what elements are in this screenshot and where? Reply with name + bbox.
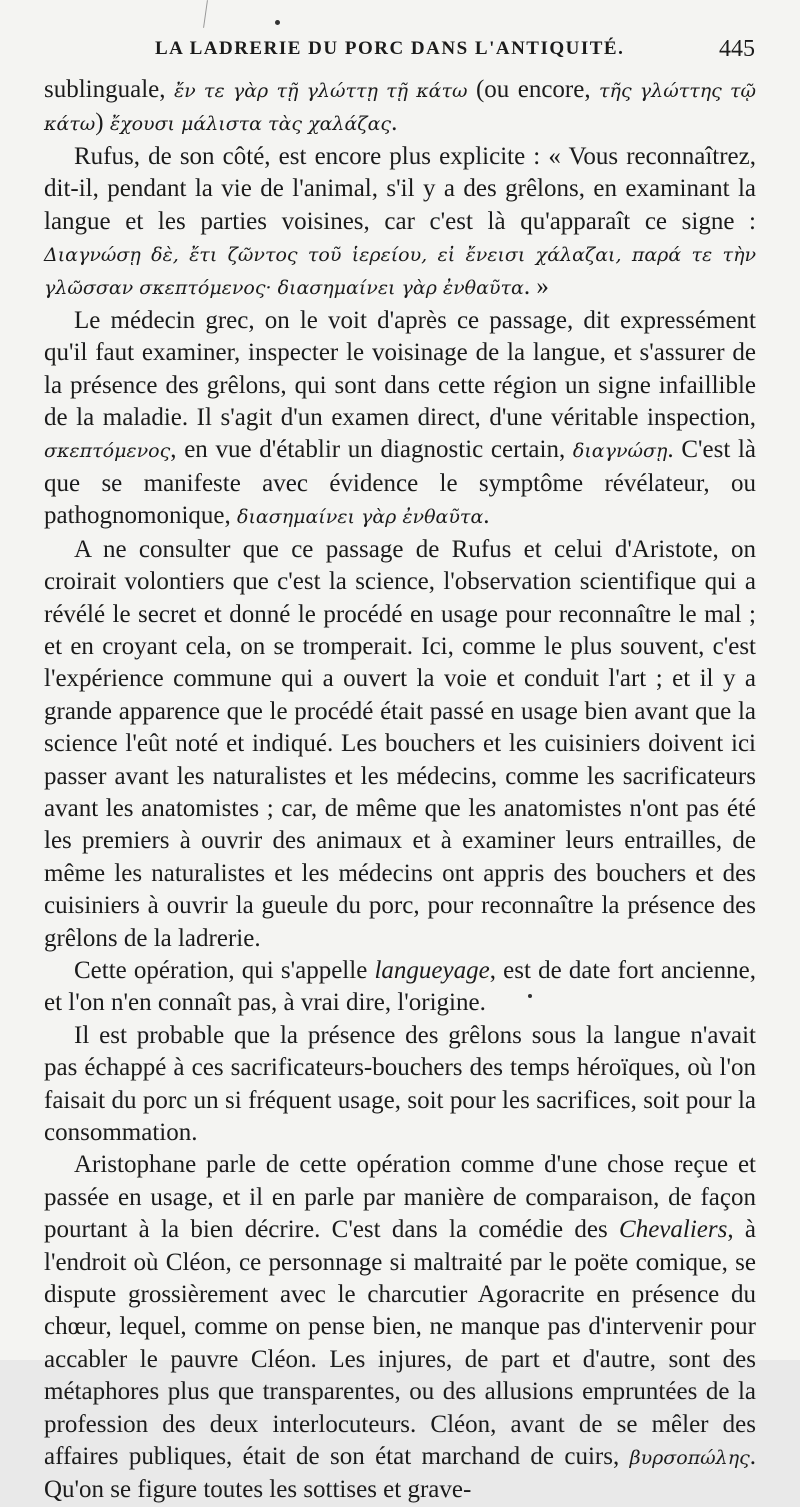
page-header [155, 36, 755, 66]
paragraph [44, 1020, 756, 1150]
text-run: , à l'endroit où Cléon, ce personnage si maltraité par le poëte comique, se dispute grossièrement avec le charcutier Agoracrite en présence du chœur, lequel, comme on pense bien, ne manque pas d'intervenir pour accabler le pauvre Cléon. Les injures, de part et d'autre, sont des métaphores plus que transparentes, ou des allusions empruntées de la profession des deux interlocuteurs. Cléon, avant de se mêler des affaires publiques, était de son état marchand de cuirs, [44, 1216, 756, 1471]
text-run: Le médecin grec, on le voit d'après ce passage, dit expressément qu'il faut examiner, inspecter le voisinage de la langue, et s'assurer de la présence des grêlons, qui sont dans cette région un signe infaillible de la maladie. Il s'agit d'un examen direct, d'une véritable inspection, [44, 306, 756, 432]
ink-speck [275, 20, 280, 25]
text-run: A ne consulter que ce passage de Rufus et celui d'Aristote, on croirait volontiers que c'est la science, l'observation scientifique qui a révélé le secret et donné le procédé en usage pour reconnaître le mal ; et en croyant cela, on se tromperait. Ici, comme le plus souvent, c'est l'expérience commune qui a ouvert la voie et conduit l'art ; et il y a grande apparence que le procédé était passé en usage bien avant que la science l'eût noté et indiqué. Les bouchers et les cuisiniers doivent ici passer avant les naturalistes et les médecins, comme les sacrificateurs avant les anatomistes ; car, de même que les anatomistes n'ont pas été les premiers à ouvrir des animaux et à examiner leurs entrailles, de même les naturalistes et les médecins ont appris des bouchers et des cuisiniers à ouvrir la gueule du porc, pour reconnaître la présence des grêlons de la ladrerie. [44, 535, 756, 952]
text-run: sublinguale, [44, 76, 174, 103]
paragraph [44, 74, 756, 141]
text-run: . [391, 109, 398, 137]
text-run: . C'est là que se manifeste avec évidence le symptôme révélateur, ou pathognomonique, [44, 436, 756, 530]
greek-quotation: ἔν τε γὰρ τῇ γλώττῃ τῇ κάτω [173, 80, 468, 102]
scan-edge-mark [203, 0, 208, 28]
italic-term: langueyage [374, 956, 490, 984]
greek-quotation: Διαγνώσῃ δὲ, ἔτι ζῶντος τοῦ ἱερείου, εἰ ἔνεισι χάλαζαι, παρά τε τὴν γλῶσσαν σκεπτόμενος· διασημαίνει γὰρ ἐνθαῦτα [44, 244, 756, 300]
text-run: Aristophane parle de cette opération comme d'une chose reçue et passée en usage, et il en parle par manière de comparaison, de façon pourtant à la bien décrire. C'est dans la comédie des [44, 1151, 756, 1244]
text-run: , en vue d'établir un diagnostic certain, [170, 436, 573, 464]
paragraph [44, 1149, 756, 1506]
text-run: . Qu'on se figure toutes les sottises et grave- [44, 1443, 756, 1504]
paragraph [44, 955, 756, 1020]
greek-quotation: σκεπτόμενος [44, 440, 171, 463]
text-run: Cette opération, qui s'appelle [74, 956, 375, 984]
italic-term: Chevaliers [619, 1216, 728, 1244]
text-run: Rufus, de son côté, est encore plus explicite : « Vous reconnaîtrez, dit-il, pendant la vie de l'animal, s'il y a des grêlons, en examinant la langue et les parties voisines, car c'est là qu'apparaît ce signe : [44, 142, 756, 235]
text-run: . [483, 502, 490, 530]
text-run: , est de date fort ancienne, et l'on n'en connaît pas, à vrai dire, l'origine. [44, 956, 756, 1017]
greek-quotation: διαγνώσῃ [572, 440, 668, 463]
paragraph [44, 534, 756, 955]
paragraph [44, 141, 756, 305]
text-run: (ou encore, [467, 76, 600, 103]
body-text [44, 74, 756, 1507]
greek-quotation: βυρσοπώλης [629, 1447, 750, 1470]
paragraph [44, 305, 756, 534]
greek-quotation: διασημαίνει γὰρ ἐνθαῦτα [237, 506, 484, 529]
page-number: 445 [719, 36, 755, 62]
greek-quotation: τῆς γλώττης τῷ κάτω [44, 80, 756, 136]
text-run: Il est probable que la présence des grêlons sous la langue n'avait pas échappé à ces sacrificateurs-bouchers des temps héroïques, où l'on faisait du porc un si fréquent usage, soit pour les sacrifices, soit pour la consommation. [44, 1021, 756, 1146]
greek-quotation: ἔχουσι μάλιστα τὰς χαλάζας [109, 113, 392, 136]
running-title: LA LADRERIE DU PORC DANS L'ANTIQUITÉ. [155, 38, 625, 59]
text-run: ) [95, 109, 110, 137]
text-run: . » [523, 273, 549, 301]
